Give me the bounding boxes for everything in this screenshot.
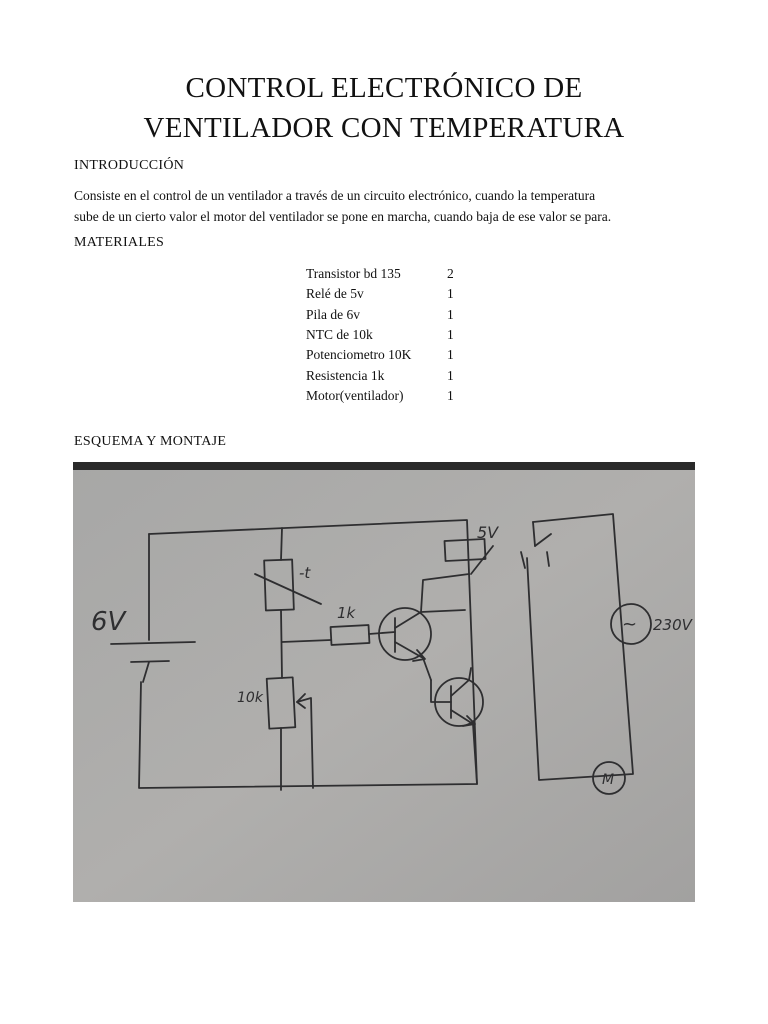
material-qty: 1 [447,327,454,343]
schematic-photo [73,462,695,902]
ac-symbol: ~ [622,614,638,635]
motor-label: M [602,772,615,788]
material-qty: 1 [447,306,454,322]
title-line-2: VENTILADOR CON TEMPERATURA [143,112,625,144]
material-row [306,305,454,325]
ntc-label: -t [299,564,311,582]
wire-ntc-bottom [281,610,282,678]
material-row [306,365,454,385]
material-name: Pila de 6v [306,306,360,322]
materials-heading: MATERIALES [74,235,165,250]
wire-ntc-top [281,528,282,560]
photo-top-edge [73,462,695,470]
material-row [306,264,454,284]
material-name: NTC de 10k [306,327,373,343]
material-name: Transistor bd 135 [306,266,401,282]
material-row [306,345,454,365]
hand-drawn-schematic [73,462,695,902]
material-name: Potenciometro 10K [306,347,412,363]
pot-label: 10k [237,690,263,706]
material-row [306,284,454,304]
material-name: Relé de 5v [306,286,364,302]
resistor-label: 1k [337,604,356,622]
intro-heading: INTRODUCCIÓN [74,158,185,173]
battery-label: 6V [91,607,126,637]
material-qty: 2 [447,266,454,282]
relay-label: 5V [477,523,499,542]
schematic-heading: ESQUEMA Y MONTAJE [74,434,227,449]
battery-short-plate [131,661,169,662]
intro-line-2: sube de un cierto valor el motor del ventilador se pone en marcha, cuando baja de ese valor se para. [74,209,612,224]
material-name: Motor(ventilador) [306,387,404,403]
paper-background [73,462,695,902]
material-name: Resistencia 1k [306,367,385,383]
material-qty: 1 [447,387,454,403]
mains-label: 230V [653,616,692,634]
material-row [306,386,454,406]
material-row [306,325,454,345]
material-qty: 1 [447,286,454,302]
intro-paragraph [74,185,714,227]
intro-line-1: Consiste en el control de un ventilador a través de un circuito electrónico, cuando la temperatura [74,188,596,203]
materials-table [306,264,454,406]
title-line-1: CONTROL ELECTRÓNICO DE [185,72,583,104]
material-qty: 1 [447,347,454,363]
document-title [0,68,768,148]
material-qty: 1 [447,367,454,383]
